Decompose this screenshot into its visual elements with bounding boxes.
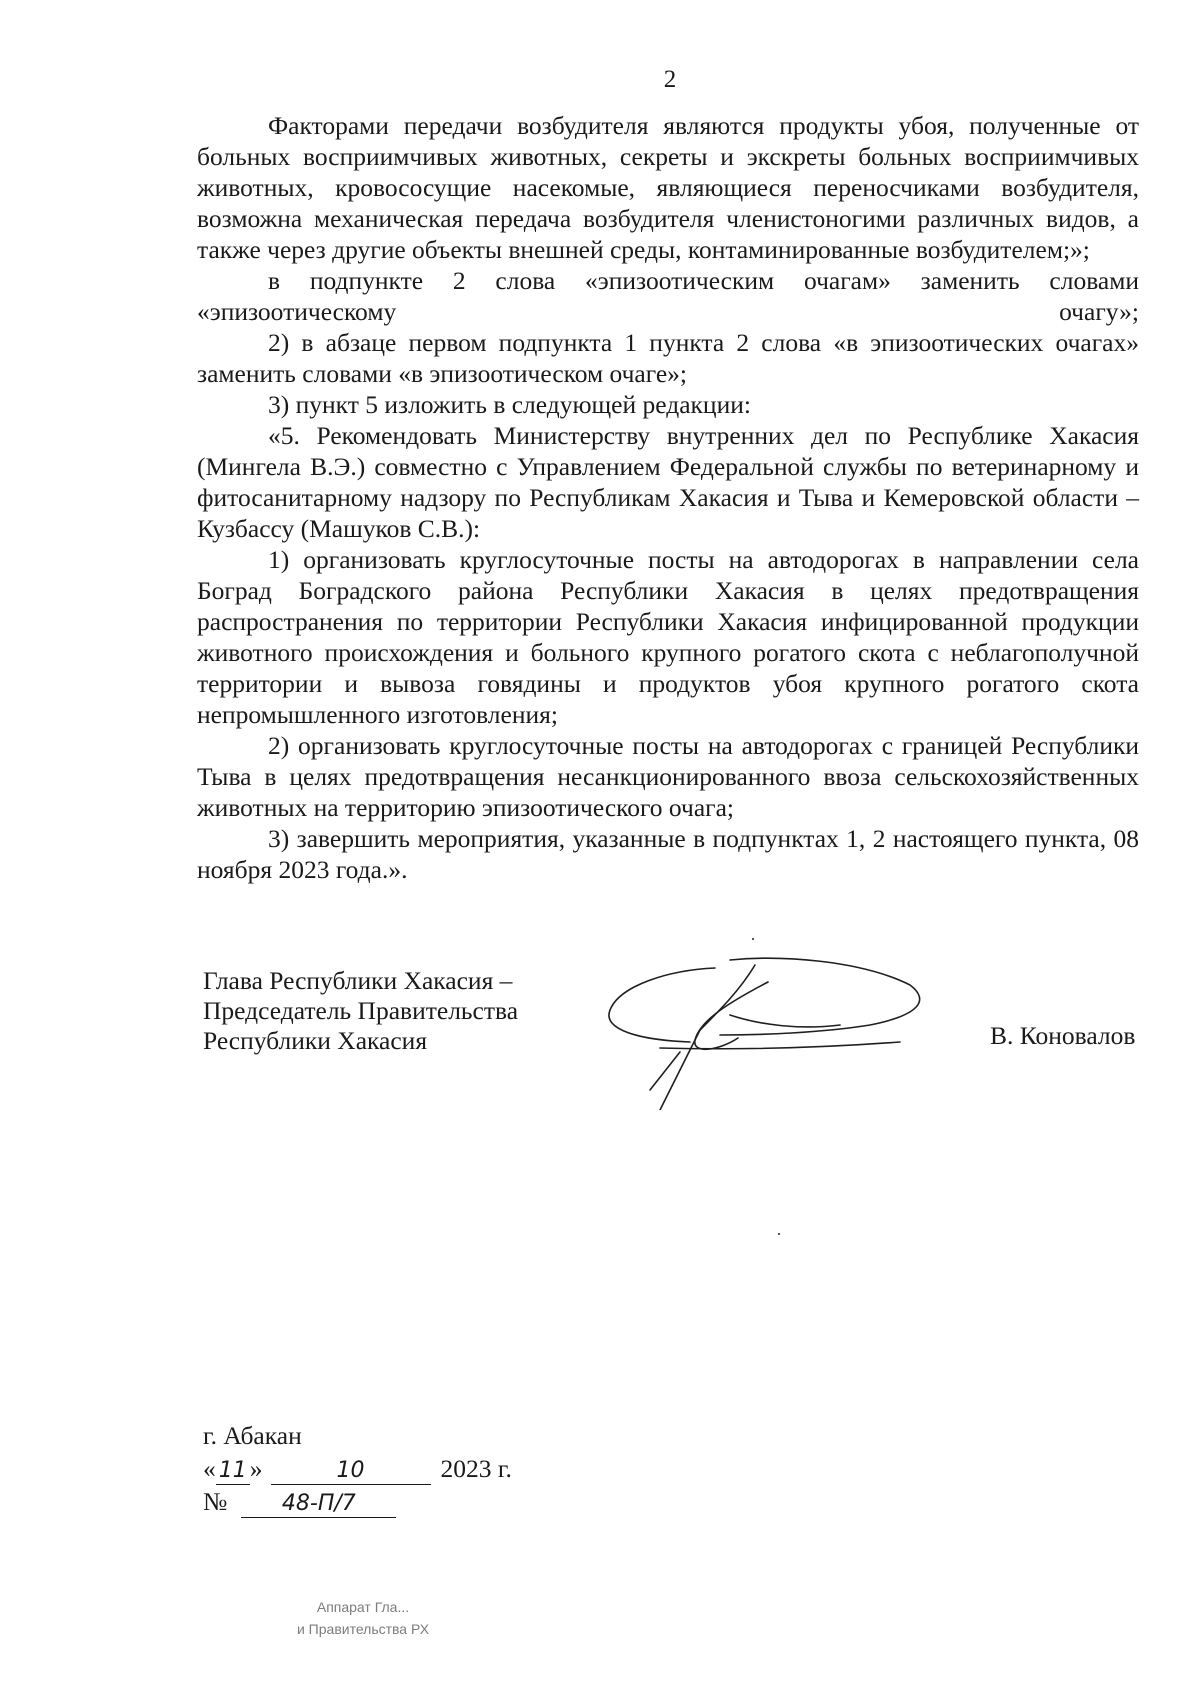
document-number-line [203,1485,512,1518]
date-month: 10 [271,1458,431,1485]
paragraph: «5. Рекомендовать Министерству внутренних дел по Республике Хакасия (Мингела В.Э.) совместно с Управлением Федеральной службы по ветеринарному и фитосанитарному надзору по Республикам Хакасия и Тыва и Кемеровской области – Кузбассу (Машуков С.В.): [197,421,1139,543]
page-number: 2 [663,66,677,93]
date-open-quote: « [203,1454,216,1483]
date-year: 2023 г. [440,1454,512,1483]
paragraph: в подпункте 2 слова «эпизоотическим очагам» заменить словами «эпизоотическому очагу»; [197,266,1139,326]
date-day: 11 [216,1458,250,1485]
faint-stamp [283,1596,443,1640]
paragraph: 2) в абзаце первом подпункта 1 пункта 2 слова «в эпизоотических очагах» заменить словами «в эпизоотическом очаге»; [197,328,1139,388]
signatory-name: В. Коновалов [990,1021,1136,1050]
document-number: 48-П/7 [241,1491,396,1518]
place-date-block [203,1419,512,1518]
date-close-quote: » [249,1454,263,1483]
scan-speck [778,1233,780,1235]
date-line [203,1452,512,1485]
place: г. Абакан [203,1421,302,1450]
number-label: № [203,1487,228,1516]
signature-title-line: Глава Республики Хакасия – [203,966,513,995]
scan-speck [752,938,754,940]
paragraph: 3) пункт 5 изложить в следующей редакции: [268,390,751,419]
paragraph: 2) организовать круглосуточные посты на автодорогах с границей Республики Тыва в целях предотвращения несанкционированного ввоза сельскохозяйственных животных на территорию эпизоотического очага; [197,731,1139,822]
paragraph: 3) завершить мероприятия, указанные в подпунктах 1, 2 настоящего пункта, 08 ноября 2023 года.». [197,824,1139,884]
signature-title [203,966,518,1056]
stamp-line: и Правительства РХ [296,1621,430,1637]
signature-title-line: Председатель Правительства [203,996,519,1025]
paragraph: 1) организовать круглосуточные посты на автодорогах в направлении села Боград Боградского района Республики Хакасия в целях предотвращения распространения по территории Республики Хакасия инфицированной продукции животного происхождения и больного крупного рогатого скота с неблагополучной территории и вывоза говядины и продуктов убоя крупного рогатого скота непромышленного изготовления; [197,545,1139,729]
paragraph: Факторами передачи возбудителя являются продукты убоя, полученные от больных восприимчивых животных, секреты и экскреты больных восприимчивых животных, кровососущие насекомые, являющиеся переносчиками возбудителя, возможна механическая передача возбудителя членистоногими различных видов, а также через другие объекты внешней среды, контаминированные возбудителем;»; [197,111,1139,264]
handwritten-signature [600,930,940,1110]
stamp-line: Аппарат Гла... [316,1599,410,1615]
document-body [197,110,1139,885]
signature-title-line: Республики Хакасия [203,1026,428,1055]
